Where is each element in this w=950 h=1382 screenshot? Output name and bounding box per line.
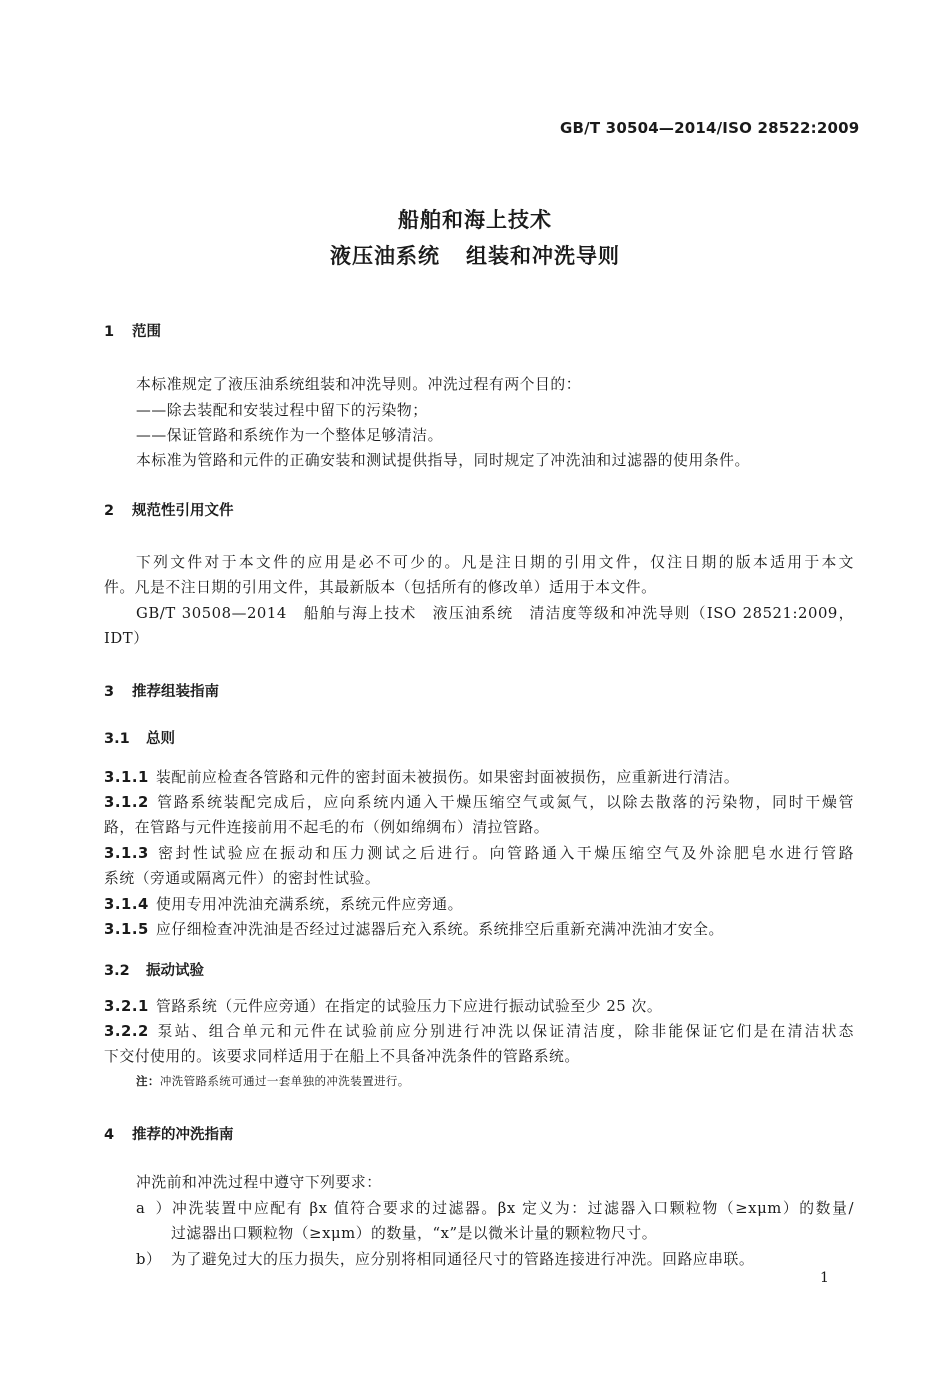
- sec1-list-item-1: ——除去装配和安装过程中留下的污染物；: [136, 402, 428, 419]
- clause-number: 3.1.3: [104, 845, 149, 862]
- subsection-number: 3.1: [104, 731, 130, 747]
- note-label: 注：: [136, 1074, 160, 1088]
- clause-3-1-3-line2: 系统（旁通或隔离元件）的密封性试验。: [104, 870, 381, 887]
- clause-number: 3.2.1: [104, 998, 149, 1015]
- clause-number: 3.1.5: [104, 921, 149, 938]
- clause-number: 3.2.2: [104, 1023, 149, 1040]
- section-4-heading: [104, 1123, 234, 1144]
- document-title-line2: [0, 240, 950, 270]
- section-title: 规范性引用文件: [132, 503, 234, 519]
- sec4-intro: 冲洗前和冲洗过程中遵守下列要求：: [136, 1174, 382, 1191]
- clause-text: 应仔细检查冲洗油是否经过过滤器后充入系统。系统排空后重新充满冲洗油才安全。: [156, 921, 724, 938]
- document-title-line1: 船舶和海上技术: [398, 208, 552, 232]
- sec2-paragraph-line2: 件。凡是不注日期的引用文件，其最新版本（包括所有的修改单）适用于本文件。: [104, 579, 657, 596]
- subsection-3-2-heading: [104, 959, 204, 980]
- section-1-heading: [104, 320, 161, 341]
- sec2-paragraph-line1: 下列文件对于本文件的应用是必不可少的。凡是注日期的引用文件，仅注日期的版本适用于本文: [136, 554, 854, 571]
- standard-code: GB/T 30504—2014/ISO 28522:2009: [560, 119, 860, 137]
- clause-3-2-2-line1: [104, 1020, 854, 1041]
- page-number: 1: [820, 1270, 829, 1286]
- clause-3-2-2-line2: 下交付使用的。该要求同样适用于在船上不具备冲洗条件的管路系统。: [104, 1048, 580, 1065]
- note: [136, 1073, 410, 1089]
- clause-3-1-4: [104, 893, 463, 914]
- clause-3-1-1: [104, 766, 739, 787]
- sec1-paragraph-2: 本标准为管路和元件的正确安装和测试提供指导，同时规定了冲洗油和过滤器的使用条件。: [136, 452, 750, 469]
- sec4-item-a-line1: [136, 1197, 854, 1218]
- list-label: b）: [136, 1251, 162, 1268]
- sec2-reference-line2: IDT）: [104, 630, 149, 647]
- clause-text: 管路系统装配完成后，应向系统内通入干燥压缩空气或氮气，以除去散落的污染物，同时干燥管: [156, 794, 854, 811]
- section-number: 3: [104, 684, 115, 700]
- section-number: 4: [104, 1127, 115, 1143]
- sec1-list-item-2: ——保证管路和系统作为一个整体足够清洁。: [136, 427, 443, 444]
- title-part2: 组装和冲洗导则: [466, 244, 620, 268]
- title-part1: 液压油系统: [330, 244, 440, 268]
- clause-text: 管路系统（元件应旁通）在指定的试验压力下应进行振动试验至少 25 次。: [156, 998, 663, 1015]
- subsection-title: 振动试验: [146, 963, 204, 979]
- sec4-item-b: [136, 1248, 754, 1269]
- section-2-heading: [104, 499, 234, 520]
- clause-3-1-2-line1: [104, 791, 854, 812]
- clause-number: 3.1.2: [104, 794, 149, 811]
- section-title: 推荐的冲洗指南: [132, 1127, 234, 1143]
- sec1-paragraph-1: 本标准规定了液压油系统组装和冲洗导则。冲洗过程有两个目的：: [136, 376, 582, 393]
- list-label: a）: [136, 1200, 171, 1217]
- clause-number: 3.1.1: [104, 769, 149, 786]
- sec2-reference-line1: GB/T 30508—2014 船舶与海上技术 液压油系统 清洁度等级和冲洗导则（ISO 28521:2009，: [136, 605, 854, 622]
- sec4-item-a-line2: 过滤器出口颗粒物（≥xμm）的数量，“x”是以微米计量的颗粒物尺寸。: [171, 1225, 658, 1242]
- clause-3-2-1: [104, 995, 662, 1016]
- clause-text: 使用专用冲洗油充满系统，系统元件应旁通。: [156, 896, 463, 913]
- clause-text: 密封性试验应在振动和压力测试之后进行。向管路通入干燥压缩空气及外涂肥皂水进行管路: [156, 845, 854, 862]
- subsection-3-1-heading: [104, 727, 175, 748]
- subsection-title: 总则: [146, 731, 175, 747]
- section-number: 1: [104, 324, 115, 340]
- section-3-heading: [104, 680, 219, 701]
- list-text: 冲洗装置中应配有 βx 值符合要求的过滤器。βx 定义为：过滤器入口颗粒物（≥xμm）的数量/: [171, 1200, 854, 1217]
- clause-number: 3.1.4: [104, 896, 149, 913]
- clause-3-1-5: [104, 918, 724, 939]
- section-title: 推荐组装指南: [132, 684, 219, 700]
- subsection-number: 3.2: [104, 963, 130, 979]
- section-number: 2: [104, 503, 115, 519]
- section-title: 范围: [132, 324, 161, 340]
- clause-3-1-3-line1: [104, 842, 854, 863]
- clause-text: 泵站、组合单元和元件在试验前应分别进行冲洗以保证清洁度，除非能保证它们是在清洁状态: [156, 1023, 854, 1040]
- note-text: 冲洗管路系统可通过一套单独的冲洗装置进行。: [159, 1074, 410, 1088]
- clause-text: 装配前应检查各管路和元件的密封面未被损伤。如果密封面被损伤，应重新进行清洁。: [156, 769, 740, 786]
- clause-3-1-2-line2: 路，在管路与元件连接前用不起毛的布（例如绵绸布）清拉管路。: [104, 819, 550, 836]
- list-text: 为了避免过大的压力损失，应分别将相同通径尺寸的管路连接进行冲洗。回路应串联。: [171, 1251, 755, 1268]
